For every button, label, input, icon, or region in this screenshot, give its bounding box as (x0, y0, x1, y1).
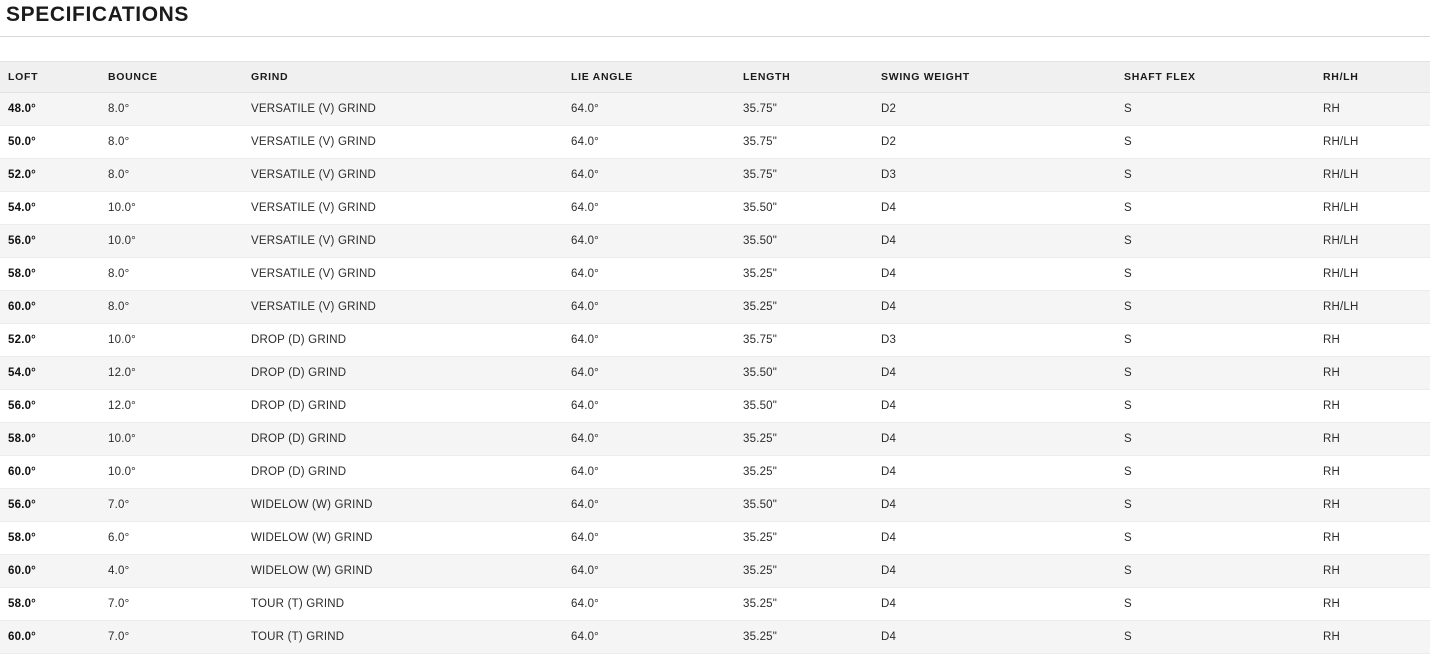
cell-loft: 60.0° (0, 291, 104, 324)
cell-lie-angle: 64.0° (569, 522, 741, 555)
cell-shaft-flex: S (1122, 192, 1321, 225)
cell-lie-angle: 64.0° (569, 192, 741, 225)
cell-shaft-flex: S (1122, 423, 1321, 456)
cell-lie-angle: 64.0° (569, 456, 741, 489)
table-row (0, 588, 1430, 621)
cell-bounce: 10.0° (104, 225, 249, 258)
cell-swing-weight: D2 (879, 126, 1122, 159)
cell-lie-angle: 64.0° (569, 258, 741, 291)
table-row (0, 456, 1430, 489)
cell-lie-angle: 64.0° (569, 357, 741, 390)
cell-shaft-flex: S (1122, 588, 1321, 621)
table-row (0, 390, 1430, 423)
cell-swing-weight: D4 (879, 555, 1122, 588)
cell-swing-weight: D4 (879, 423, 1122, 456)
cell-length: 35.25" (741, 423, 879, 456)
cell-grind: VERSATILE (V) GRIND (249, 93, 569, 126)
cell-bounce: 8.0° (104, 93, 249, 126)
cell-grind: VERSATILE (V) GRIND (249, 225, 569, 258)
column-header-lie-angle: LIE ANGLE (569, 62, 741, 93)
cell-bounce: 6.0° (104, 522, 249, 555)
cell-rh-lh: RH/LH (1321, 192, 1430, 225)
cell-shaft-flex: S (1122, 93, 1321, 126)
cell-grind: VERSATILE (V) GRIND (249, 192, 569, 225)
cell-length: 35.75" (741, 324, 879, 357)
cell-grind: TOUR (T) GRIND (249, 621, 569, 654)
cell-length: 35.25" (741, 258, 879, 291)
cell-rh-lh: RH/LH (1321, 225, 1430, 258)
cell-shaft-flex: S (1122, 258, 1321, 291)
column-header-rh-lh: RH/LH (1321, 62, 1430, 93)
cell-lie-angle: 64.0° (569, 489, 741, 522)
cell-loft: 58.0° (0, 258, 104, 291)
cell-loft: 52.0° (0, 159, 104, 192)
cell-lie-angle: 64.0° (569, 93, 741, 126)
cell-shaft-flex: S (1122, 555, 1321, 588)
table-row (0, 357, 1430, 390)
specifications-table (0, 61, 1430, 654)
cell-lie-angle: 64.0° (569, 159, 741, 192)
cell-rh-lh: RH (1321, 423, 1430, 456)
cell-grind: VERSATILE (V) GRIND (249, 291, 569, 324)
cell-lie-angle: 64.0° (569, 588, 741, 621)
table-row (0, 423, 1430, 456)
cell-loft: 60.0° (0, 555, 104, 588)
cell-length: 35.50" (741, 489, 879, 522)
cell-length: 35.25" (741, 588, 879, 621)
cell-rh-lh: RH (1321, 93, 1430, 126)
cell-loft: 52.0° (0, 324, 104, 357)
cell-lie-angle: 64.0° (569, 423, 741, 456)
cell-lie-angle: 64.0° (569, 324, 741, 357)
cell-loft: 58.0° (0, 522, 104, 555)
table-row (0, 159, 1430, 192)
cell-rh-lh: RH (1321, 522, 1430, 555)
cell-lie-angle: 64.0° (569, 225, 741, 258)
cell-grind: DROP (D) GRIND (249, 357, 569, 390)
cell-swing-weight: D2 (879, 93, 1122, 126)
table-row (0, 93, 1430, 126)
cell-bounce: 10.0° (104, 423, 249, 456)
column-header-bounce: BOUNCE (104, 62, 249, 93)
cell-loft: 54.0° (0, 192, 104, 225)
cell-bounce: 4.0° (104, 555, 249, 588)
table-row (0, 489, 1430, 522)
cell-shaft-flex: S (1122, 324, 1321, 357)
cell-rh-lh: RH/LH (1321, 159, 1430, 192)
cell-rh-lh: RH (1321, 390, 1430, 423)
cell-lie-angle: 64.0° (569, 390, 741, 423)
cell-grind: DROP (D) GRIND (249, 324, 569, 357)
cell-length: 35.75" (741, 126, 879, 159)
cell-bounce: 8.0° (104, 291, 249, 324)
table-row (0, 522, 1430, 555)
cell-lie-angle: 64.0° (569, 555, 741, 588)
cell-swing-weight: D4 (879, 357, 1122, 390)
cell-rh-lh: RH (1321, 588, 1430, 621)
cell-swing-weight: D4 (879, 456, 1122, 489)
cell-shaft-flex: S (1122, 126, 1321, 159)
cell-rh-lh: RH/LH (1321, 291, 1430, 324)
cell-length: 35.25" (741, 456, 879, 489)
cell-shaft-flex: S (1122, 489, 1321, 522)
table-body (0, 93, 1430, 654)
cell-grind: WIDELOW (W) GRIND (249, 555, 569, 588)
cell-loft: 56.0° (0, 390, 104, 423)
cell-rh-lh: RH (1321, 555, 1430, 588)
cell-shaft-flex: S (1122, 621, 1321, 654)
cell-swing-weight: D4 (879, 291, 1122, 324)
cell-grind: TOUR (T) GRIND (249, 588, 569, 621)
cell-loft: 60.0° (0, 621, 104, 654)
cell-shaft-flex: S (1122, 390, 1321, 423)
cell-length: 35.75" (741, 93, 879, 126)
cell-bounce: 7.0° (104, 621, 249, 654)
cell-bounce: 8.0° (104, 126, 249, 159)
cell-loft: 48.0° (0, 93, 104, 126)
cell-rh-lh: RH (1321, 357, 1430, 390)
cell-grind: WIDELOW (W) GRIND (249, 489, 569, 522)
cell-rh-lh: RH (1321, 324, 1430, 357)
cell-bounce: 8.0° (104, 258, 249, 291)
table-row (0, 324, 1430, 357)
cell-length: 35.50" (741, 390, 879, 423)
cell-rh-lh: RH/LH (1321, 126, 1430, 159)
cell-grind: VERSATILE (V) GRIND (249, 258, 569, 291)
cell-loft: 58.0° (0, 423, 104, 456)
cell-shaft-flex: S (1122, 225, 1321, 258)
cell-bounce: 10.0° (104, 456, 249, 489)
cell-bounce: 7.0° (104, 489, 249, 522)
cell-loft: 56.0° (0, 225, 104, 258)
table-row (0, 192, 1430, 225)
cell-length: 35.50" (741, 225, 879, 258)
cell-swing-weight: D4 (879, 522, 1122, 555)
cell-shaft-flex: S (1122, 522, 1321, 555)
cell-length: 35.50" (741, 357, 879, 390)
cell-rh-lh: RH (1321, 456, 1430, 489)
cell-lie-angle: 64.0° (569, 126, 741, 159)
cell-swing-weight: D4 (879, 390, 1122, 423)
table-row (0, 126, 1430, 159)
cell-shaft-flex: S (1122, 159, 1321, 192)
cell-rh-lh: RH/LH (1321, 258, 1430, 291)
table-row (0, 555, 1430, 588)
cell-swing-weight: D3 (879, 159, 1122, 192)
cell-swing-weight: D4 (879, 621, 1122, 654)
column-header-loft: LOFT (0, 62, 104, 93)
cell-swing-weight: D3 (879, 324, 1122, 357)
cell-length: 35.25" (741, 522, 879, 555)
cell-shaft-flex: S (1122, 291, 1321, 324)
cell-rh-lh: RH (1321, 489, 1430, 522)
cell-bounce: 10.0° (104, 324, 249, 357)
cell-rh-lh: RH (1321, 621, 1430, 654)
table-row (0, 291, 1430, 324)
cell-length: 35.25" (741, 291, 879, 324)
cell-grind: VERSATILE (V) GRIND (249, 159, 569, 192)
cell-length: 35.25" (741, 621, 879, 654)
cell-loft: 50.0° (0, 126, 104, 159)
cell-grind: DROP (D) GRIND (249, 390, 569, 423)
cell-bounce: 7.0° (104, 588, 249, 621)
column-header-shaft-flex: SHAFT FLEX (1122, 62, 1321, 93)
cell-grind: WIDELOW (W) GRIND (249, 522, 569, 555)
cell-bounce: 10.0° (104, 192, 249, 225)
cell-length: 35.75" (741, 159, 879, 192)
table-row (0, 225, 1430, 258)
cell-loft: 58.0° (0, 588, 104, 621)
cell-lie-angle: 64.0° (569, 291, 741, 324)
cell-loft: 56.0° (0, 489, 104, 522)
cell-swing-weight: D4 (879, 192, 1122, 225)
cell-grind: VERSATILE (V) GRIND (249, 126, 569, 159)
cell-loft: 60.0° (0, 456, 104, 489)
title-divider (0, 36, 1430, 37)
cell-bounce: 12.0° (104, 390, 249, 423)
cell-shaft-flex: S (1122, 357, 1321, 390)
cell-bounce: 8.0° (104, 159, 249, 192)
column-header-swing-weight: SWING WEIGHT (879, 62, 1122, 93)
cell-swing-weight: D4 (879, 225, 1122, 258)
cell-swing-weight: D4 (879, 258, 1122, 291)
table-row (0, 258, 1430, 291)
column-header-length: LENGTH (741, 62, 879, 93)
cell-swing-weight: D4 (879, 489, 1122, 522)
cell-swing-weight: D4 (879, 588, 1122, 621)
cell-lie-angle: 64.0° (569, 621, 741, 654)
cell-loft: 54.0° (0, 357, 104, 390)
cell-bounce: 12.0° (104, 357, 249, 390)
column-header-grind: GRIND (249, 62, 569, 93)
cell-shaft-flex: S (1122, 456, 1321, 489)
cell-length: 35.50" (741, 192, 879, 225)
table-header-row (0, 62, 1430, 93)
cell-grind: DROP (D) GRIND (249, 423, 569, 456)
page-title: SPECIFICATIONS (6, 3, 190, 26)
cell-grind: DROP (D) GRIND (249, 456, 569, 489)
cell-length: 35.25" (741, 555, 879, 588)
